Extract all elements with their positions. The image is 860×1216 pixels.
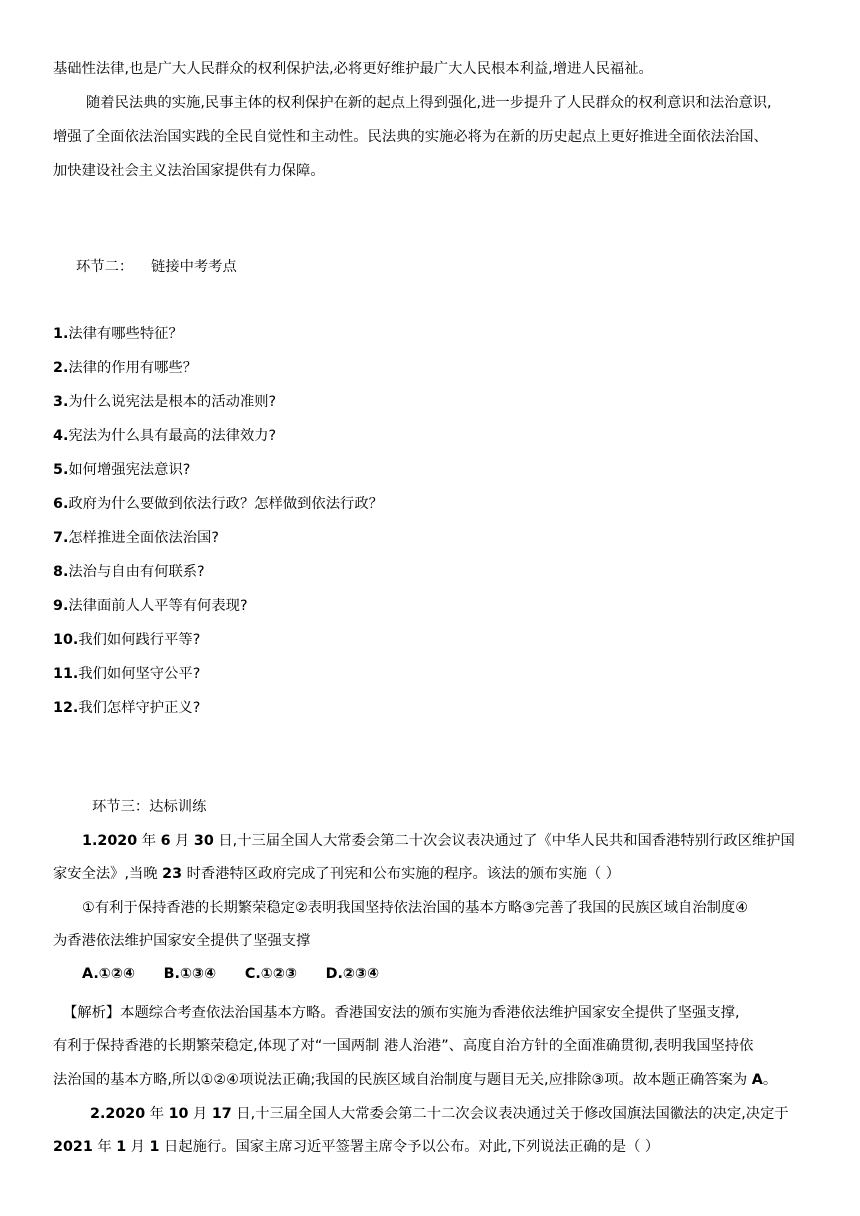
exercise1-analysis-3	[53, 1070, 823, 1090]
text-segment: 10	[168, 1106, 189, 1122]
text-segment: 家安全法》,当晚	[53, 866, 163, 882]
question-item	[53, 596, 248, 616]
text-segment: 月	[126, 1139, 150, 1155]
text-segment: 30	[193, 833, 214, 849]
question-item	[53, 324, 183, 344]
exercise2-line-2	[53, 1137, 823, 1157]
question-text: 为什么说宪法是根本的活动准则?	[68, 394, 277, 410]
text-segment: 时香港特区政府完成了刊宪和公布实施的程序。该法的颁布实施（ ）	[182, 866, 621, 882]
question-number: 8.	[53, 564, 69, 580]
question-number: 5.	[53, 462, 69, 478]
text-segment: 6	[160, 833, 171, 849]
intro-line-3: 增强了全面依法治国实践的全民自觉性和主动性。民法典的实施必将为在新的历史起点上更好推进全面依法治国、	[53, 129, 768, 145]
question-text: 法律的作用有哪些？	[68, 360, 198, 376]
section3-title: 环节三：达标训练	[92, 799, 207, 815]
question-text: 我们如何坚守公平?	[78, 666, 201, 682]
question-number: 2.	[53, 360, 69, 376]
question-number: 11.	[53, 666, 79, 682]
exercise1-analysis-2: 有利于保持香港的长期繁荣稳定,体现了对“一国两制 港人治港”、高度自治方针的全面准确贯彻,表明我国坚持依	[53, 1038, 754, 1054]
question-item	[53, 630, 200, 650]
text-segment: 月	[170, 833, 194, 849]
intro-line-4: 加快建设社会主义法治国家提供有力保障。	[53, 163, 325, 179]
exercise1-statements-2: 为香港依法维护国家安全提供了坚强支撑	[53, 933, 311, 949]
section2-title: 环节二：	[76, 259, 134, 275]
exercise1-statements-1: ①有利于保持香港的长期繁荣稳定②表明我国坚持依法治国的基本方略③完善了我国的民族区域自治制度④	[82, 900, 749, 916]
question-item	[53, 562, 205, 582]
question-number: 10.	[53, 632, 79, 648]
intro-line-1: 基础性法律,也是广大人民群众的权利保护法,必将更好维护最广大人民根本利益,增进人民福祉。	[53, 61, 653, 77]
question-text: 我们怎样守护正义?	[78, 700, 201, 716]
question-number: 7.	[53, 530, 69, 546]
question-text: 如何增强宪法意识?	[68, 462, 191, 478]
exercise1-analysis-1: 【解析】本题综合考查依法治国基本方略。香港国安法的颁布实施为香港依法维护国家安全提供了坚强支撑,	[63, 1005, 740, 1021]
question-number: 3.	[53, 394, 69, 410]
question-item	[53, 664, 200, 684]
question-item	[53, 426, 276, 446]
question-number: 1.	[53, 326, 69, 342]
text-segment: 年	[137, 833, 161, 849]
exercise1-line-1	[82, 831, 823, 851]
exercise1-line-2	[53, 864, 823, 884]
intro-line-2: 随着民法典的实施,民事主体的权利保护在新的起点上得到强化,进一步提升了人民群众的权利意识和法治意识,	[86, 95, 772, 111]
question-text: 我们如何践行平等?	[78, 632, 201, 648]
option-d: D.②③④	[325, 966, 380, 982]
text-segment: 法治国的基本方略,所以①②④项说法正确;我国的民族区域自治制度与题目无关,应排除③项。故本题正确答案为	[53, 1072, 752, 1088]
answer-letter: A	[751, 1072, 763, 1088]
text-segment: 年	[145, 1106, 169, 1122]
text-segment: 月	[188, 1106, 212, 1122]
text-segment: 1	[116, 1139, 127, 1155]
question-text: 政府为什么要做到依法行政？怎样做到依法行政？	[68, 496, 383, 512]
question-text: 法律面前人人平等有何表现?	[68, 598, 248, 614]
section2-subtitle: 链接中考考点	[151, 259, 237, 275]
exercise1-number: 1.2020	[82, 833, 138, 849]
question-text: 法律有哪些特征？	[68, 326, 183, 342]
text-segment: 23	[162, 866, 183, 882]
exercise2-number: 2.2020	[90, 1106, 146, 1122]
text-segment: 17	[211, 1106, 232, 1122]
question-text: 法治与自由有何联系?	[68, 564, 205, 580]
question-item	[53, 460, 190, 480]
text-segment: 1	[149, 1139, 160, 1155]
question-number: 9.	[53, 598, 69, 614]
text-segment: 。	[762, 1072, 778, 1088]
text-segment: 日,十三届全国人大常委会第二十二次会议表决通过关于修改国旗法国徽法的决定,决定于	[231, 1106, 789, 1122]
question-item	[53, 494, 383, 514]
question-item	[53, 392, 276, 412]
exercise2-line-1	[90, 1104, 823, 1124]
question-number: 12.	[53, 700, 79, 716]
text-segment: 年	[92, 1139, 117, 1155]
question-item	[53, 698, 200, 718]
option-c: C.①②③	[244, 966, 298, 982]
text-segment: 日起施行。国家主席习近平签署主席令予以公布。对此,下列说法正确的是（ ）	[159, 1139, 660, 1155]
text-segment: 2021	[53, 1139, 93, 1155]
question-item	[53, 358, 197, 378]
question-text: 宪法为什么具有最高的法律效力?	[68, 428, 277, 444]
text-segment: 日,十三届全国人大常委会第二十次会议表决通过了《中华人民共和国香港特别行政区维护国	[213, 833, 795, 849]
question-item	[53, 528, 219, 548]
question-number: 6.	[53, 496, 69, 512]
option-b: B.①③④	[163, 966, 217, 982]
question-number: 4.	[53, 428, 69, 444]
exercise1-options	[82, 964, 403, 984]
question-text: 怎样推进全面依法治国?	[68, 530, 219, 546]
option-a: A.①②④	[82, 966, 136, 982]
